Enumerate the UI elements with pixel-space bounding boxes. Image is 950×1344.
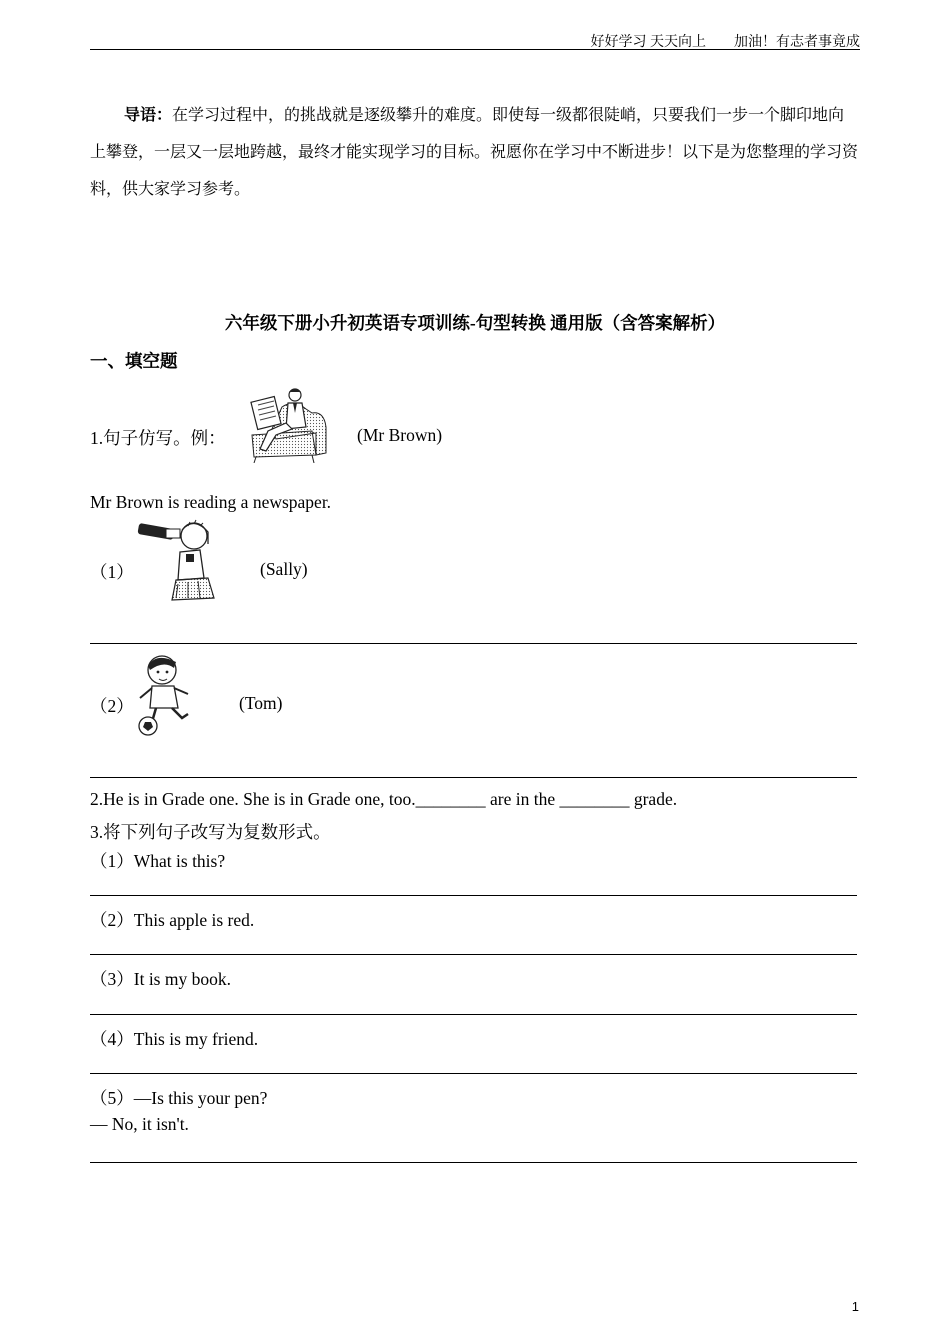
- q1-item1-number: （1）: [90, 562, 134, 582]
- q1-example-name: (Mr Brown): [357, 425, 443, 445]
- q3-item1: （1）What is this?: [90, 851, 226, 871]
- answer-line-q3-3[interactable]: [90, 1014, 857, 1015]
- answer-line-q1-2[interactable]: [90, 777, 857, 778]
- q2-text: 2.He is in Grade one. She is in Grade one, too.________ are in the ________ grade.: [90, 789, 678, 809]
- answer-line-q3-2[interactable]: [90, 954, 857, 955]
- q1-prompt: 1.句子仿写。例：: [90, 428, 226, 448]
- answer-line-q3-5[interactable]: [90, 1162, 857, 1163]
- header-rule: [90, 49, 860, 50]
- q3-item2: （2）This apple is red.: [90, 910, 255, 930]
- man-reading-newspaper-illustration: [246, 383, 330, 463]
- boy-kicking-ball-illustration: [134, 652, 194, 738]
- q1-item1-name: (Sally): [260, 559, 308, 579]
- q3-prompt: 3.将下列句子改写为复数形式。: [90, 822, 331, 842]
- section-heading: 一、填空题: [90, 351, 178, 371]
- q3-item4: （4）This is my friend.: [90, 1029, 259, 1049]
- header-right-text: 加油！有志者事竟成: [734, 35, 860, 50]
- header-left-text: 好好学习 天天向上: [590, 35, 706, 50]
- document-title: 六年级下册小升初英语专项训练-句型转换 通用版（含答案解析）: [224, 313, 726, 333]
- answer-line-q1-1[interactable]: [90, 643, 857, 644]
- page-number: 1: [851, 1299, 859, 1314]
- q1-item2-name: (Tom): [239, 693, 283, 713]
- q1-example-sentence: Mr Brown is reading a newspaper.: [90, 492, 332, 512]
- q3-item5: （5）—Is this your pen?: [90, 1088, 268, 1108]
- intro-label: 导语：: [124, 107, 173, 124]
- q3-item5-reply: — No, it isn't.: [90, 1114, 189, 1134]
- q3-item3: （3）It is my book.: [90, 969, 231, 989]
- intro-text: 在学习过程中，的挑战就是逐级攀升的难度。即使每一级都很陡峭，只要我们一步一个脚印地向上攀登，一层又一层地跨越，最终才能实现学习的目标。祝愿你在学习中不断进步！以下是为您整理的学习资料，供大家学习参考。: [90, 107, 859, 198]
- answer-line-q3-1[interactable]: [90, 895, 857, 896]
- page-header: [591, 31, 861, 51]
- intro-paragraph: [90, 97, 860, 208]
- answer-line-q3-4[interactable]: [90, 1073, 857, 1074]
- q1-item2-number: （2）: [90, 696, 134, 716]
- girl-with-binoculars-illustration: [136, 518, 216, 602]
